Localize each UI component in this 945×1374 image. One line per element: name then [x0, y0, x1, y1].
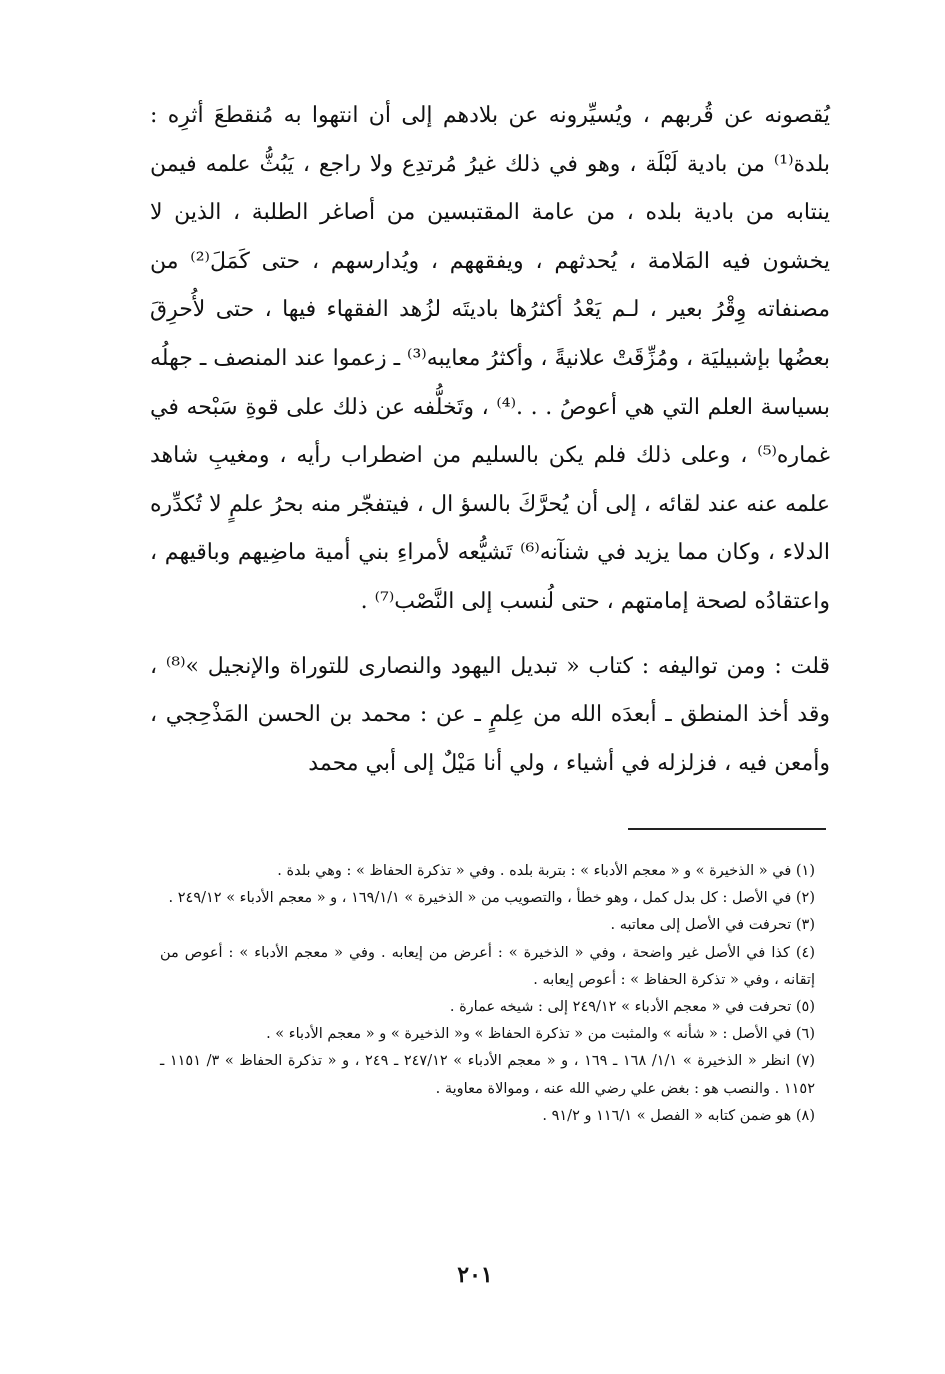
footnote: (٥) تحرفت في « معجم الأدباء » ٢٤٩/١٢ إلى : شيخه عمارة . — [449, 999, 815, 1016]
paragraph: يُقصونه عن قُربهم ، ويُسيِّرونه عن بلادهم إلى أن انتهوا به مُنقطعَ أثرِه : بلدة⁽¹⁾ من بادية لَبْلَة ، وهو في ذلك غيرُ مُرتدِع ولا راجع ، يَبُثُّ علمه فيمن ينتابه من بادية بلده ، من عامة المقتبسين من أصاغر الطلبة ، الذين لا يخشون فيه المَلامة ، يُحدثهم ، ويفقههم ، ويُدارسهم ، حتى كَمَلَ⁽²⁾ من مصنفاته وِقْرُ بعير ، لـم يَعْدُ أكثرُها باديتَه لزُهد الفقهاء فيها ، حتى لأُحرِقَ بعضُها بإشبيليَة ، ومُزِّقَتْ علانيةً ، وأكثرُ معايبه⁽³⁾ ـ زعموا عند المنصف ـ جهلُه بسياسة العلم التي هي أعوصُ . . .⁽⁴⁾ ، وتَخلُّفه عن ذلك على قوةِ سَبْحه في غماره⁽⁵⁾ ، وعلى ذلك فلم يكن بالسليم من اضطراب رأيه ، ومغيبِ شاهد علمه عنه عند لقائه ، إلى أن يُحرَّكَ بالسؤ ال ، فيتفجّر منه بحرُ علمٍ لا تُكدِّره الدلاء ، وكان مما يزيد في شنآنه⁽⁶⁾ تَشيُّعه لأمراءِ بني أمية ماضِيهم وباقيهم ، واعتقادُه لصحة إمامتهم ، حتى لُنسب إلى النَّصْب⁽⁷⁾ . — [150, 103, 831, 614]
paragraph: قلت : ومن تواليفه : كتاب « تبديل اليهود والنصارى للتوراة والإنجيل »⁽⁸⁾ ، وقد أخذ المنطق ـ أبعدَه الله من عِلمٍ ـ عن : محمد بن الحسن المَذْحِجي ، وأمعن فيه ، فزلزله في أشياء ، ولي أنا مَيْلٌ إلى أبي محمد — [150, 653, 830, 776]
footnote: (٧) انظر « الذخيرة » ١/١/ ١٦٨ ـ ١٦٩ ، و « معجم الأدباء » ٢٤٧/١٢ ـ ٢٤٩ ، و « تذكرة الحفاظ » ٣/ ١١٥١ ـ ١١٥٢ . والنصب هو : بغض علي رضي الله عنه ، وموالاة معاوية . — [160, 1053, 816, 1097]
footnotes — [160, 858, 815, 1130]
footnote-separator — [628, 828, 826, 830]
main-text — [150, 92, 830, 788]
footnote: (٣) تحرفت في الأصل إلى معاتبه . — [610, 917, 815, 934]
footnote: (٦) في الأصل : « شأنه » والمثبت من « تذكرة الحفاظ » و« الذخيرة » و « معجم الأدباء » . — [266, 1026, 815, 1043]
footnote: (٢) في الأصل : كل بدل كمل ، وهو خطأ ، والتصويب من « الذخيرة » ١٦٩/١/١ ، و « معجم الأدباء » ٢٤٩/١٢ . — [168, 890, 815, 907]
footnote: (٨) هو ضمن كتابه « الفصل » ١١٦/١ و ٩١/٢ . — [542, 1107, 815, 1124]
page-number: ٢٠١ — [457, 1262, 493, 1288]
footnote: (٤) كذا في الأصل غير واضحة ، وفي « الذخيرة » : أعرض من إيعابه . وفي « معجم الأدباء » : أعوص من إتقانه ، وفي « تذكرة الحفاظ » : أعوص إيعابه . — [160, 944, 815, 988]
footnote: (١) في « الذخيرة » و « معجم الأدباء » : بتربة بلده . وفي « تذكرة الحفاظ » : وهي بلدة . — [277, 863, 815, 879]
